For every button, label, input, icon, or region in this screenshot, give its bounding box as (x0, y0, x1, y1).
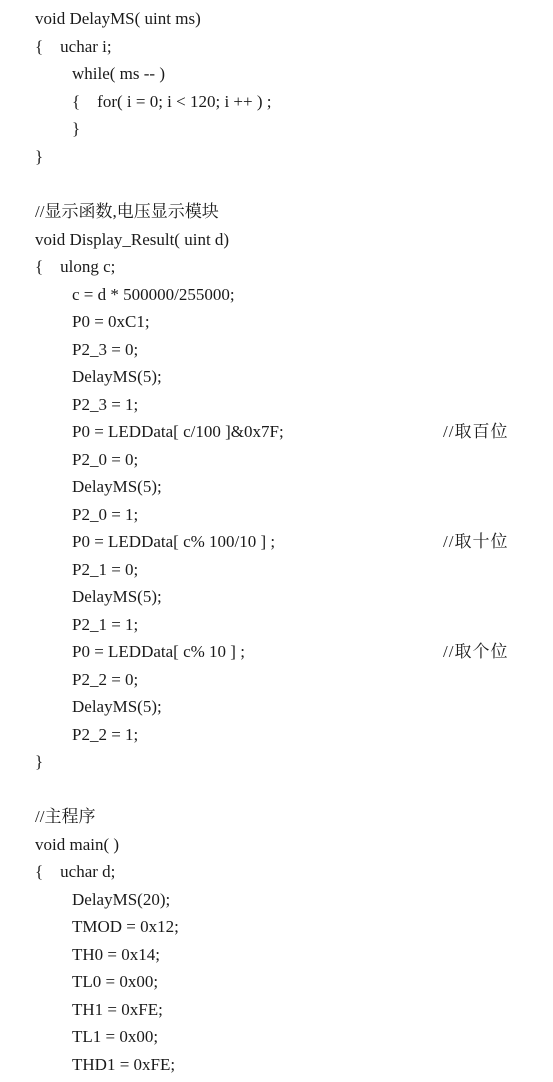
code-line: DelayMS(5); (72, 477, 162, 496)
code-line: { for( i = 0; i < 120; i ++ ) ; (72, 92, 272, 111)
code-line: DelayMS(20); (72, 890, 171, 909)
inline-comment: //取十位 (443, 532, 509, 551)
code-line: { uchar i; (35, 37, 112, 56)
code-line: P2_0 = 0; (72, 450, 139, 469)
code-line: TH0 = 0x14; (72, 945, 160, 964)
code-line: TL1 = 0x00; (72, 1027, 159, 1046)
code-line: P0 = 0xC1; (72, 312, 150, 331)
code-line: P2_3 = 1; (72, 395, 139, 414)
code-line: void DelayMS( uint ms) (35, 9, 201, 28)
code-line: P2_1 = 0; (72, 560, 139, 579)
section-comment: //主程序 (35, 807, 96, 826)
code-line: } (35, 752, 44, 771)
code-line: P0 = LEDData[ c% 100/10 ] ; (72, 532, 276, 551)
code-line: void Display_Result( uint d) (35, 230, 230, 249)
code-line: P0 = LEDData[ c/100 ]&0x7F; (72, 422, 284, 441)
code-line: void main( ) (35, 835, 120, 854)
section-comment: //显示函数,电压显示模块 (35, 202, 219, 221)
code-line: while( ms -- ) (72, 64, 166, 83)
inline-comment: //取个位 (443, 642, 509, 661)
code-line: DelayMS(5); (72, 367, 162, 386)
code-line: TL0 = 0x00; (72, 972, 159, 991)
code-line: P0 = LEDData[ c% 10 ] ; (72, 642, 245, 661)
code-line: P2_2 = 1; (72, 725, 139, 744)
code-line: P2_2 = 0; (72, 670, 139, 689)
code-line: } (72, 119, 81, 138)
inline-comment: //取百位 (443, 422, 509, 441)
code-line: { ulong c; (35, 257, 116, 276)
code-line: c = d * 500000/255000; (72, 285, 235, 304)
code-line: P2_3 = 0; (72, 340, 139, 359)
code-line: TH1 = 0xFE; (72, 1000, 163, 1019)
code-line: P2_1 = 1; (72, 615, 139, 634)
code-line: P2_0 = 1; (72, 505, 139, 524)
code-line: } (35, 147, 44, 166)
code-line: DelayMS(5); (72, 697, 162, 716)
code-line: { uchar d; (35, 862, 116, 881)
code-line: DelayMS(5); (72, 587, 162, 606)
code-line: THD1 = 0xFE; (72, 1055, 176, 1074)
code-line: TMOD = 0x12; (72, 917, 179, 936)
